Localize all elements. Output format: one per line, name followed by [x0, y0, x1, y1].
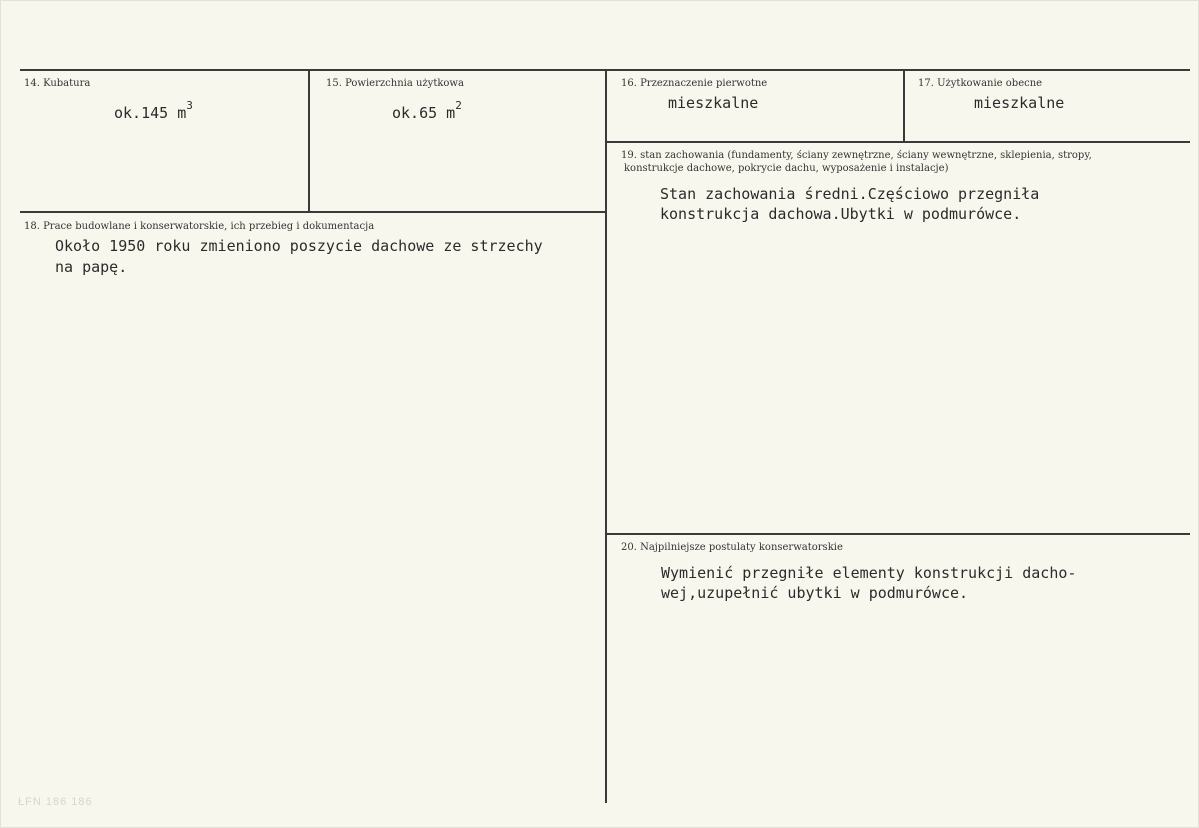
divider-14-15 [308, 69, 310, 211]
field-18-label: 18. Prace budowlane i konserwatorskie, ich przebieg i dokumentacja [24, 221, 375, 232]
field-15-unit-exponent: 2 [455, 99, 462, 112]
field-19-label-line-2: konstrukcje dachowe, pokrycie dachu, wyposażenie i instalacje) [624, 163, 949, 174]
field-14-value-text: ok.145 m [114, 104, 187, 122]
rule-under-16-17 [607, 141, 1190, 143]
field-20-line-1: Wymienić przegniłe elementy konstrukcji dacho- [661, 564, 1077, 582]
field-19-line-1: Stan zachowania średni.Częściowo przegniła [660, 185, 1040, 203]
field-14-unit-exponent: 3 [186, 99, 193, 112]
field-15-value-text: ok.65 m [392, 104, 456, 122]
field-16-value: mieszkalne [668, 94, 759, 112]
field-20-label: 20. Najpilniejsze postulaty konserwatorskie [621, 542, 843, 553]
field-14-value [114, 95, 193, 124]
field-16-label: 16. Przeznaczenie pierwotne [621, 78, 768, 89]
field-17-label: 17. Użytkowanie obecne [918, 78, 1043, 89]
field-17-value: mieszkalne [974, 94, 1065, 112]
field-15-value [392, 95, 462, 124]
center-divider [605, 69, 607, 803]
faint-stamp: ŁFN 186 186 [18, 796, 93, 808]
field-18-line-2: na papę. [55, 258, 128, 276]
field-14-label: 14. Kubatura [24, 78, 91, 89]
rule-under-14-15 [20, 211, 607, 213]
field-18-line-1: Około 1950 roku zmieniono poszycie dachowe ze strzechy [55, 237, 543, 255]
rule-above-20 [607, 533, 1190, 535]
field-19-line-2: konstrukcja dachowa.Ubytki w podmurówce. [660, 205, 1022, 223]
field-19-label-line-1: 19. stan zachowania (fundamenty, ściany zewnętrzne, ściany wewnętrzne, sklepienia, stropy, [621, 150, 1092, 161]
divider-16-17 [903, 69, 905, 141]
field-15-label: 15. Powierzchnia użytkowa [326, 78, 464, 89]
field-20-line-2: wej,uzupełnić ubytki w podmurówce. [661, 584, 969, 602]
